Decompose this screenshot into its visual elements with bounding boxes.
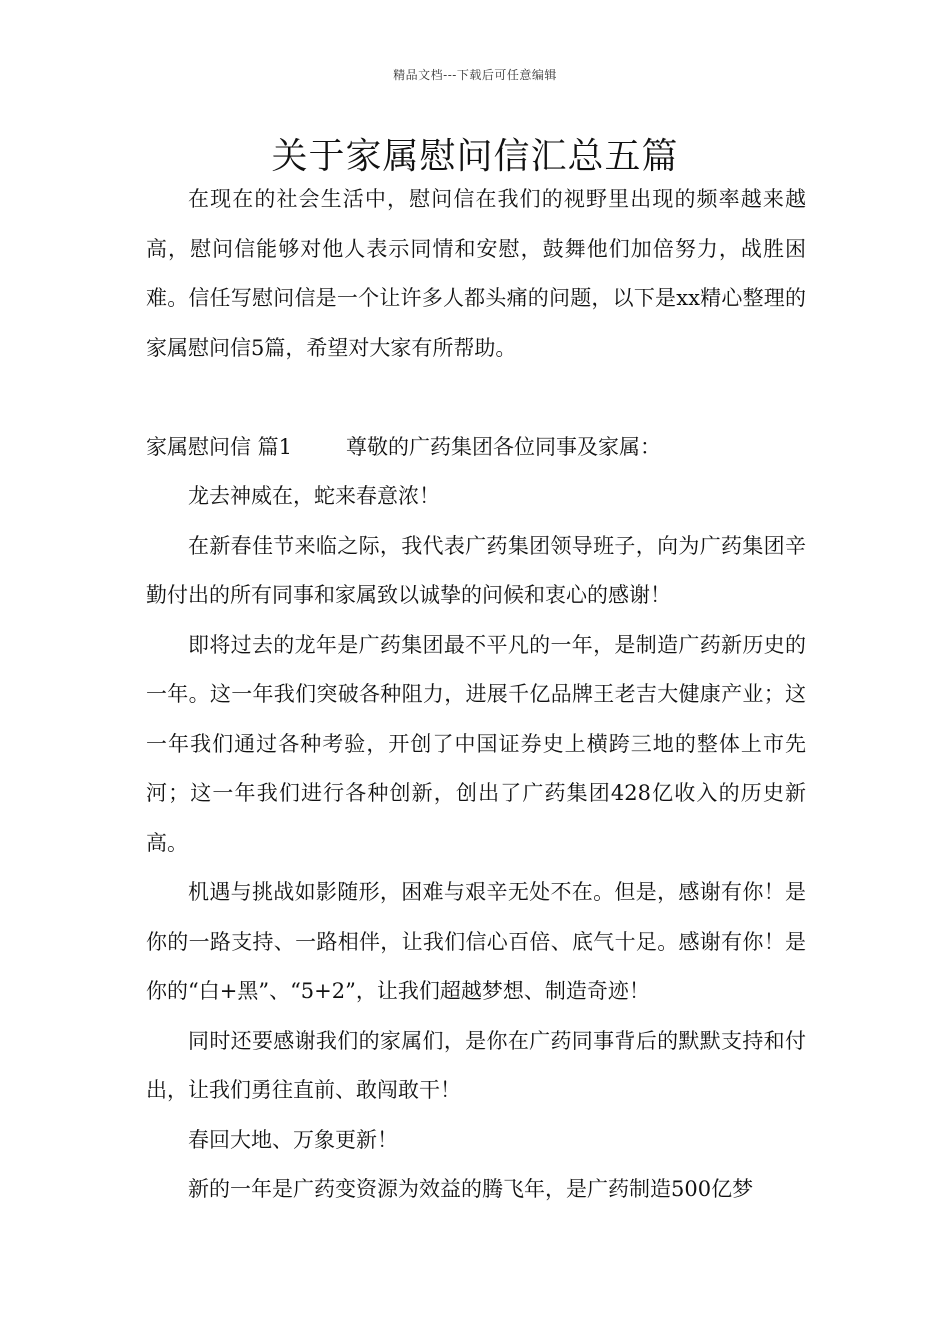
- header-note: 精品文档---下载后可任意编辑: [393, 68, 557, 82]
- body-paragraph: 机遇与挑战如影随形，困难与艰辛无处不在。但是，感谢有你！是你的一路支持、一路相伴，让我们信心百倍、底气十足。感谢有你！是你的“白+黑”、“5+2”，让我们超越梦想、制造奇迹！: [146, 880, 806, 1003]
- section-heading: [146, 423, 806, 473]
- intro-paragraph: 在现在的社会生活中，慰问信在我们的视野里出现的频率越来越高，慰问信能够对他人表示同情和安慰，鼓舞他们加倍努力，战胜困难。信任写慰问信是一个让许多人都头痛的问题，以下是xx精心整理的家属慰问信5篇，希望对大家有所帮助。: [146, 187, 806, 360]
- body-paragraph: 即将过去的龙年是广药集团最不平凡的一年，是制造广药新历史的一年。这一年我们突破各种阻力，进展千亿品牌王老吉大健康产业；这一年我们通过各种考验，开创了中国证券史上横跨三地的整体上市先河；这一年我们进行各种创新，创出了广药集团428亿收入的历史新高。: [146, 632, 806, 855]
- body-paragraph: 龙去神威在，蛇来春意浓！: [188, 484, 440, 508]
- body-paragraph: 春回大地、万象更新！: [188, 1127, 398, 1152]
- document-body: [146, 175, 806, 1215]
- body-paragraph: 新的一年是广药变资源为效益的腾飞年，是广药制造500亿梦: [188, 1177, 754, 1201]
- section-label: 家属慰问信 篇1: [146, 434, 293, 459]
- document-title: 关于家属慰问信汇总五篇: [271, 136, 679, 177]
- salutation: 尊敬的广药集团各位同事及家属：: [346, 434, 662, 459]
- body-paragraph: 在新春佳节来临之际，我代表广药集团领导班子，向为广药集团辛勤付出的所有同事和家属致以诚挚的问候和衷心的感谢！: [146, 533, 806, 607]
- body-paragraph: 同时还要感谢我们的家属们，是你在广药同事背后的默默支持和付出，让我们勇往直前、敢闯敢干！: [146, 1028, 806, 1102]
